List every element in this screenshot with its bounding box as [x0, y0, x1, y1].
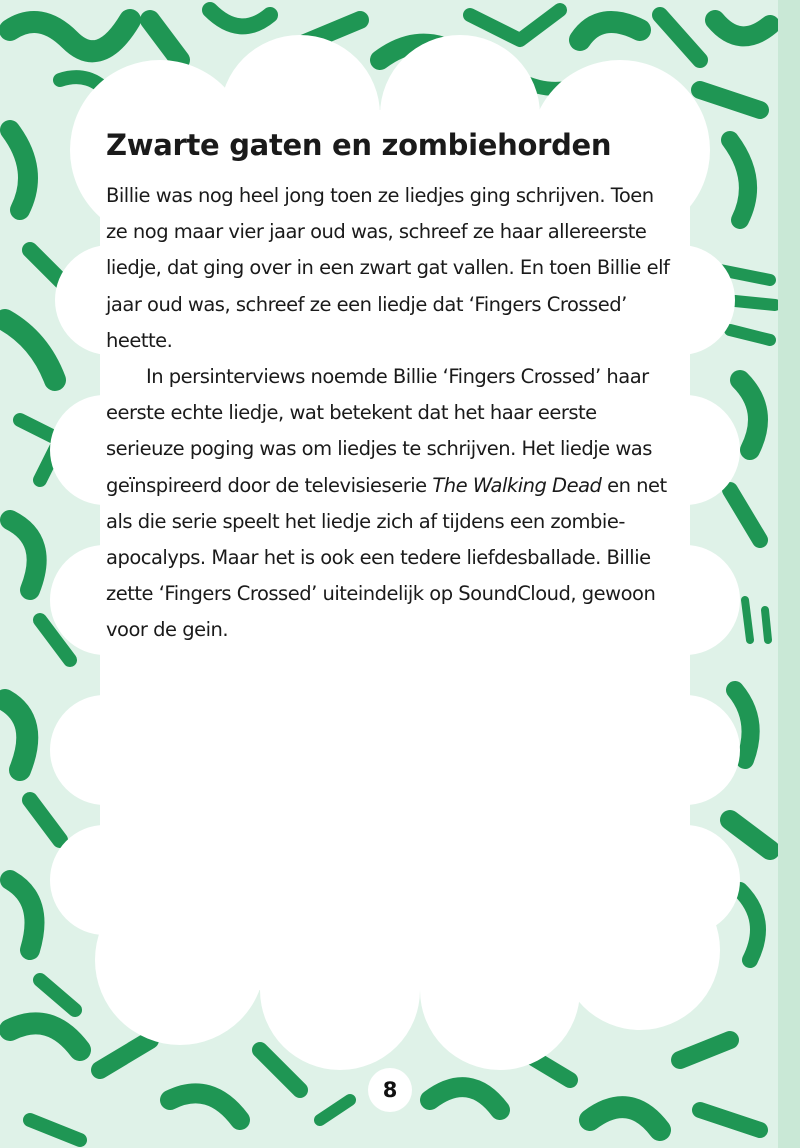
page-title: Zwarte gaten en zombiehorden [106, 128, 612, 162]
paragraph-2-part-2: en net als die serie speelt het liedje zich af tijdens een zombie-apocalyps. Maar het is ook een tedere liefdesballade. Billie zette ‘Fingers Crossed’ uiteindelijk op SoundCloud, gewoon voor de gein. [106, 473, 667, 642]
page-number: 8 [382, 1078, 398, 1102]
article [106, 128, 676, 649]
paragraph-2 [106, 359, 676, 649]
show-title: The Walking Dead [432, 473, 602, 497]
paragraph-1: Billie was nog heel jong toen ze liedjes ging schrijven. Toen ze nog maar vier jaar oud was, schreef ze haar allereerste liedje, dat ging over in een zwart gat vallen. En toen Billie elf jaar oud was, schreef ze een liedje dat ‘Fingers Crossed’ heette. [106, 184, 670, 352]
paragraph-2-part-1: In persinterviews noemde Billie ‘Fingers Crossed’ haar eerste echte liedje, wat betekent dat het haar eerste serieuze poging was om liedjes te schrijven. Het liedje was geïnspireerd door de televisieserie [106, 365, 652, 497]
page-number-badge [368, 1068, 412, 1112]
